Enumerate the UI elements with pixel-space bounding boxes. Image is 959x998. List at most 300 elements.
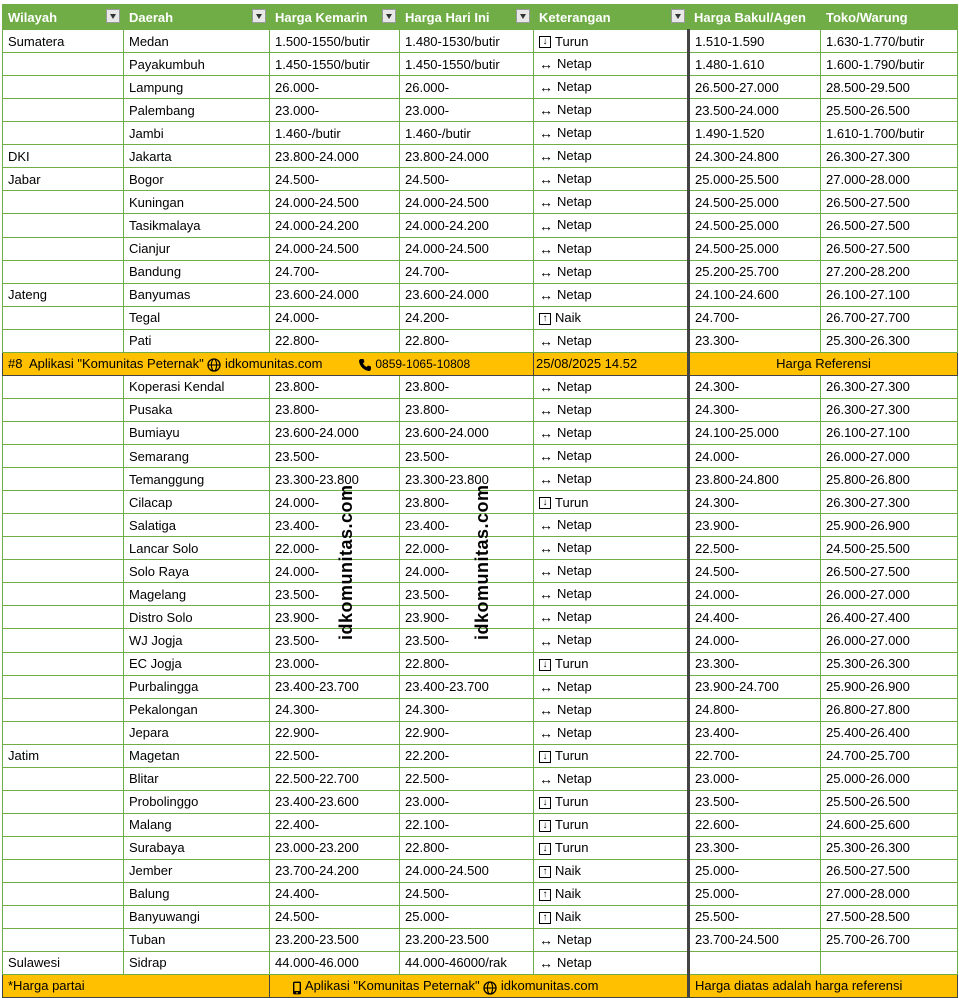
cell-keterangan <box>534 928 689 951</box>
cell-toko-warung: 25.300-26.300 <box>821 836 958 859</box>
cell-harga-kemarin: 1.450-1550/butir <box>270 53 400 76</box>
cell-wilayah <box>3 560 124 583</box>
cell-harga-hari-ini: 22.100- <box>400 813 534 836</box>
cell-toko-warung: 25.900-26.900 <box>821 675 958 698</box>
cell-toko-warung: 25.900-26.900 <box>821 514 958 537</box>
status-label: Netap <box>557 424 592 440</box>
left-right-arrow-icon: ↔ <box>539 102 553 119</box>
left-right-arrow-icon: ↔ <box>539 240 553 257</box>
banner-site[interactable]: idkomunitas.com <box>224 355 323 371</box>
cell-harga-bakul <box>689 951 821 974</box>
cell-wilayah <box>3 421 124 444</box>
cell-harga-hari-ini: 22.800- <box>400 652 534 675</box>
cell-daerah: Purbalingga <box>124 675 270 698</box>
cell-wilayah: Jabar <box>3 168 124 191</box>
status-label: Netap <box>557 102 592 118</box>
cell-harga-hari-ini: 23.800- <box>400 491 534 514</box>
status-label: Turun <box>555 33 589 49</box>
left-right-arrow-icon: ↔ <box>539 701 553 718</box>
status-label: Netap <box>557 471 592 487</box>
cell-wilayah <box>3 721 124 744</box>
filter-dropdown-icon[interactable] <box>516 9 530 23</box>
banner-app-name: Aplikasi "Komunitas Peternak" <box>28 355 204 371</box>
cell-toko-warung: 26.400-27.400 <box>821 606 958 629</box>
cell-wilayah <box>3 53 124 76</box>
cell-daerah: Sidrap <box>124 951 270 974</box>
cell-harga-hari-ini: 24.500- <box>400 168 534 191</box>
cell-daerah: Magelang <box>124 583 270 606</box>
cell-wilayah <box>3 813 124 836</box>
status-label: Naik <box>555 886 582 902</box>
arrow-down-icon: ↓ <box>539 843 551 855</box>
table-row <box>3 283 958 306</box>
cell-harga-bakul: 22.700- <box>689 744 821 767</box>
cell-harga-bakul: 24.100-24.600 <box>689 283 821 306</box>
status-label: Netap <box>557 332 592 348</box>
cell-daerah: Pati <box>124 329 270 352</box>
cell-harga-bakul: 25.000-25.500 <box>689 168 821 191</box>
left-right-arrow-icon: ↔ <box>539 148 553 165</box>
cell-harga-kemarin: 22.000- <box>270 537 400 560</box>
status-label: Netap <box>557 240 592 256</box>
cell-keterangan <box>534 652 689 675</box>
cell-toko-warung: 26.300-27.300 <box>821 491 958 514</box>
cell-harga-hari-ini: 1.450-1550/butir <box>400 53 534 76</box>
left-right-arrow-icon: ↔ <box>539 586 553 603</box>
cell-harga-kemarin: 44.000-46.000 <box>270 951 400 974</box>
status-label: Netap <box>557 378 592 394</box>
cell-harga-bakul: 24.800- <box>689 698 821 721</box>
left-right-arrow-icon: ↔ <box>539 471 553 488</box>
cell-toko-warung: 25.400-26.400 <box>821 721 958 744</box>
cell-wilayah <box>3 76 124 99</box>
table-row <box>3 421 958 444</box>
cell-harga-bakul: 24.000- <box>689 629 821 652</box>
cell-daerah: Koperasi Kendal <box>124 375 270 398</box>
col-header-toko-warung: Toko/Warung <box>821 5 958 30</box>
cell-wilayah <box>3 329 124 352</box>
cell-daerah: Banyumas <box>124 283 270 306</box>
cell-harga-kemarin: 23.500- <box>270 629 400 652</box>
info-banner-row <box>3 352 958 375</box>
arrow-down-icon: ↓ <box>539 497 551 509</box>
cell-keterangan <box>534 675 689 698</box>
cell-harga-kemarin: 23.900- <box>270 606 400 629</box>
cell-daerah: EC Jogja <box>124 652 270 675</box>
cell-keterangan <box>534 214 689 237</box>
table-row <box>3 652 958 675</box>
status-label: Netap <box>557 401 592 417</box>
cell-harga-kemarin: 23.300-23.800 <box>270 468 400 491</box>
arrow-down-icon: ↓ <box>539 751 551 763</box>
cell-harga-bakul: 23.900- <box>689 514 821 537</box>
cell-daerah: Bogor <box>124 168 270 191</box>
cell-wilayah <box>3 790 124 813</box>
cell-harga-kemarin: 24.000- <box>270 491 400 514</box>
cell-keterangan <box>534 537 689 560</box>
cell-keterangan <box>534 744 689 767</box>
cell-wilayah: Sulawesi <box>3 951 124 974</box>
cell-harga-bakul: 24.100-25.000 <box>689 421 821 444</box>
cell-wilayah <box>3 514 124 537</box>
cell-toko-warung: 25.700-26.700 <box>821 928 958 951</box>
table-row <box>3 698 958 721</box>
cell-wilayah: Jateng <box>3 283 124 306</box>
cell-keterangan <box>534 882 689 905</box>
arrow-up-icon: ↑ <box>539 313 551 325</box>
left-right-arrow-icon: ↔ <box>539 79 553 96</box>
cell-daerah: Solo Raya <box>124 560 270 583</box>
table-row <box>3 951 958 974</box>
col-header-wilayah: Wilayah <box>3 5 124 30</box>
cell-toko-warung: 27.200-28.200 <box>821 260 958 283</box>
status-label: Netap <box>557 931 592 947</box>
cell-daerah: Palembang <box>124 99 270 122</box>
cell-harga-kemarin: 23.800-24.000 <box>270 145 400 168</box>
cell-harga-kemarin: 22.900- <box>270 721 400 744</box>
banner-app-cell <box>3 352 534 375</box>
status-label: Naik <box>555 310 582 326</box>
cell-toko-warung: 26.300-27.300 <box>821 375 958 398</box>
status-label: Netap <box>557 194 592 210</box>
cell-toko-warung: 28.500-29.500 <box>821 76 958 99</box>
left-right-arrow-icon: ↔ <box>539 378 553 395</box>
watermark-text: idkomunitas.com <box>472 484 492 640</box>
cell-harga-hari-ini: 22.200- <box>400 744 534 767</box>
cell-wilayah <box>3 606 124 629</box>
status-label: Naik <box>555 909 582 925</box>
cell-daerah: Cilacap <box>124 491 270 514</box>
cell-harga-kemarin: 1.460-/butir <box>270 122 400 145</box>
cell-harga-hari-ini: 23.800- <box>400 398 534 421</box>
left-right-arrow-icon: ↔ <box>539 425 553 441</box>
table-row <box>3 836 958 859</box>
cell-harga-hari-ini: 24.700- <box>400 260 534 283</box>
footer-note: *Harga partai <box>3 974 270 997</box>
cell-harga-kemarin: 24.400- <box>270 882 400 905</box>
cell-harga-kemarin: 23.000- <box>270 99 400 122</box>
cell-harga-bakul: 23.400- <box>689 721 821 744</box>
col-header-harga-kemarin: Harga Kemarin <box>270 5 400 30</box>
cell-harga-kemarin: 23.400-23.600 <box>270 790 400 813</box>
cell-daerah: Probolinggo <box>124 790 270 813</box>
table-row <box>3 767 958 790</box>
cell-daerah: Lancar Solo <box>124 537 270 560</box>
cell-toko-warung: 26.500-27.500 <box>821 560 958 583</box>
cell-harga-hari-ini: 23.500- <box>400 629 534 652</box>
cell-wilayah: Sumatera <box>3 30 124 53</box>
cell-toko-warung: 26.300-27.300 <box>821 398 958 421</box>
col-header-harga-bakul: Harga Bakul/Agen <box>689 5 821 30</box>
cell-harga-hari-ini: 23.500- <box>400 583 534 606</box>
cell-harga-hari-ini: 23.400-23.700 <box>400 675 534 698</box>
cell-harga-hari-ini: 23.900- <box>400 606 534 629</box>
filter-dropdown-icon[interactable] <box>382 9 396 23</box>
cell-daerah: Kuningan <box>124 191 270 214</box>
cell-harga-kemarin: 23.400- <box>270 514 400 537</box>
table-row <box>3 145 958 168</box>
cell-keterangan <box>534 375 689 398</box>
cell-wilayah <box>3 445 124 468</box>
cell-daerah: Balung <box>124 882 270 905</box>
cell-daerah: Temanggung <box>124 468 270 491</box>
cell-harga-bakul: 26.500-27.000 <box>689 76 821 99</box>
cell-harga-bakul: 24.400- <box>689 606 821 629</box>
cell-harga-hari-ini: 24.000-24.200 <box>400 214 534 237</box>
cell-wilayah <box>3 122 124 145</box>
cell-harga-bakul: 23.300- <box>689 329 821 352</box>
cell-wilayah <box>3 237 124 260</box>
cell-harga-bakul: 1.510-1.590 <box>689 30 821 53</box>
table-row <box>3 122 958 145</box>
cell-harga-kemarin: 23.000- <box>270 652 400 675</box>
table-row <box>3 306 958 329</box>
cell-daerah: Payakumbuh <box>124 53 270 76</box>
cell-toko-warung: 26.100-27.100 <box>821 421 958 444</box>
cell-daerah: Malang <box>124 813 270 836</box>
table-row <box>3 744 958 767</box>
left-right-arrow-icon: ↔ <box>539 931 553 948</box>
cell-harga-bakul: 24.000- <box>689 583 821 606</box>
cell-harga-kemarin: 23.600-24.000 <box>270 283 400 306</box>
cell-daerah: Blitar <box>124 767 270 790</box>
cell-harga-kemarin: 24.300- <box>270 698 400 721</box>
cell-daerah: Pekalongan <box>124 698 270 721</box>
cell-harga-kemarin: 24.500- <box>270 905 400 928</box>
cell-harga-hari-ini: 24.000-24.500 <box>400 859 534 882</box>
cell-daerah: Distro Solo <box>124 606 270 629</box>
filter-dropdown-icon[interactable] <box>106 9 120 23</box>
cell-toko-warung: 26.300-27.300 <box>821 145 958 168</box>
table-row <box>3 813 958 836</box>
cell-toko-warung: 24.600-25.600 <box>821 813 958 836</box>
left-right-arrow-icon: ↔ <box>539 217 553 234</box>
table-row <box>3 329 958 352</box>
banner-phone[interactable]: 0859-1065-10808 <box>375 356 471 371</box>
cell-harga-kemarin: 24.000- <box>270 560 400 583</box>
filter-dropdown-icon[interactable] <box>671 9 685 23</box>
cell-wilayah <box>3 675 124 698</box>
cell-harga-bakul: 1.490-1.520 <box>689 122 821 145</box>
cell-wilayah <box>3 583 124 606</box>
cell-harga-hari-ini: 24.000-24.500 <box>400 191 534 214</box>
cell-toko-warung: 26.500-27.500 <box>821 191 958 214</box>
cell-keterangan <box>534 514 689 537</box>
cell-keterangan <box>534 76 689 99</box>
cell-keterangan <box>534 421 689 444</box>
left-right-arrow-icon: ↔ <box>539 448 553 465</box>
cell-harga-hari-ini: 1.480-1530/butir <box>400 30 534 53</box>
cell-daerah: Bumiayu <box>124 421 270 444</box>
cell-wilayah <box>3 214 124 237</box>
cell-keterangan <box>534 53 689 76</box>
arrow-down-icon: ↓ <box>539 797 551 809</box>
cell-harga-bakul: 23.800-24.800 <box>689 468 821 491</box>
cell-keterangan <box>534 30 689 53</box>
status-label: Netap <box>557 286 592 302</box>
cell-toko-warung: 25.800-26.800 <box>821 468 958 491</box>
cell-harga-bakul: 24.500- <box>689 560 821 583</box>
cell-toko-warung: 26.000-27.000 <box>821 583 958 606</box>
cell-harga-bakul: 23.900-24.700 <box>689 675 821 698</box>
cell-harga-kemarin: 22.500-22.700 <box>270 767 400 790</box>
footer-ref-note: Harga diatas adalah harga referensi <box>689 974 958 997</box>
cell-harga-kemarin: 24.500- <box>270 168 400 191</box>
table-row <box>3 882 958 905</box>
cell-keterangan <box>534 767 689 790</box>
status-label: Netap <box>557 954 592 970</box>
cell-keterangan <box>534 905 689 928</box>
cell-harga-bakul: 24.500-25.000 <box>689 237 821 260</box>
filter-dropdown-icon[interactable] <box>252 9 266 23</box>
cell-toko-warung <box>821 951 958 974</box>
left-right-arrow-icon: ↔ <box>539 401 553 418</box>
col-header-harga-hari-ini: Harga Hari Ini <box>400 5 534 30</box>
cell-harga-hari-ini: 24.200- <box>400 306 534 329</box>
cell-toko-warung: 26.700-27.700 <box>821 306 958 329</box>
cell-keterangan <box>534 491 689 514</box>
mobile-phone-icon <box>292 976 302 997</box>
arrow-up-icon: ↑ <box>539 866 551 878</box>
status-label: Turun <box>555 817 589 833</box>
left-right-arrow-icon: ↔ <box>539 263 553 280</box>
cell-daerah: Pusaka <box>124 398 270 421</box>
cell-keterangan <box>534 721 689 744</box>
table-row <box>3 30 958 53</box>
cell-harga-kemarin: 24.700- <box>270 260 400 283</box>
table-row <box>3 721 958 744</box>
cell-toko-warung: 25.500-26.500 <box>821 99 958 122</box>
cell-harga-kemarin: 23.800- <box>270 375 400 398</box>
table-row <box>3 398 958 421</box>
cell-harga-bakul: 23.700-24.500 <box>689 928 821 951</box>
arrow-down-icon: ↓ <box>539 36 551 48</box>
cell-toko-warung: 24.500-25.500 <box>821 537 958 560</box>
cell-harga-hari-ini: 23.300-23.800 <box>400 468 534 491</box>
col-header-keterangan: Keterangan <box>534 5 689 30</box>
globe-icon <box>207 354 221 375</box>
left-right-arrow-icon: ↔ <box>539 125 553 142</box>
cell-toko-warung: 27.500-28.500 <box>821 905 958 928</box>
cell-harga-hari-ini: 24.000-24.500 <box>400 237 534 260</box>
cell-wilayah <box>3 905 124 928</box>
cell-daerah: Lampung <box>124 76 270 99</box>
cell-wilayah <box>3 491 124 514</box>
arrow-up-icon: ↑ <box>539 912 551 924</box>
cell-harga-hari-ini: 24.500- <box>400 882 534 905</box>
cell-toko-warung: 26.800-27.800 <box>821 698 958 721</box>
cell-wilayah <box>3 859 124 882</box>
table-row <box>3 76 958 99</box>
cell-harga-kemarin: 1.500-1550/butir <box>270 30 400 53</box>
cell-harga-bakul: 25.000- <box>689 859 821 882</box>
cell-wilayah <box>3 767 124 790</box>
cell-keterangan <box>534 560 689 583</box>
header-row <box>3 5 958 30</box>
cell-harga-hari-ini: 24.000- <box>400 560 534 583</box>
cell-wilayah <box>3 468 124 491</box>
table-row <box>3 214 958 237</box>
banner-date-cell: 25/08/2025 14.52 <box>534 352 689 375</box>
cell-toko-warung: 26.500-27.500 <box>821 859 958 882</box>
cell-wilayah: Jatim <box>3 744 124 767</box>
cell-harga-bakul: 23.500-24.000 <box>689 99 821 122</box>
table-row <box>3 53 958 76</box>
table-row <box>3 99 958 122</box>
cell-toko-warung: 25.500-26.500 <box>821 790 958 813</box>
table-row <box>3 260 958 283</box>
cell-harga-bakul: 25.200-25.700 <box>689 260 821 283</box>
cell-toko-warung: 26.500-27.500 <box>821 214 958 237</box>
cell-keterangan <box>534 145 689 168</box>
cell-harga-hari-ini: 23.500- <box>400 445 534 468</box>
left-right-arrow-icon: ↔ <box>539 286 553 303</box>
left-right-arrow-icon: ↔ <box>539 540 553 557</box>
cell-wilayah <box>3 99 124 122</box>
cell-harga-hari-ini: 23.400- <box>400 514 534 537</box>
cell-harga-hari-ini: 22.900- <box>400 721 534 744</box>
cell-keterangan <box>534 859 689 882</box>
cell-harga-hari-ini: 23.000- <box>400 99 534 122</box>
cell-harga-bakul: 25.000- <box>689 882 821 905</box>
cell-toko-warung: 1.600-1.790/butir <box>821 53 958 76</box>
cell-keterangan <box>534 951 689 974</box>
cell-daerah: Semarang <box>124 445 270 468</box>
footer-site[interactable]: idkomunitas.com <box>500 977 599 993</box>
cell-wilayah <box>3 306 124 329</box>
cell-keterangan <box>534 698 689 721</box>
col-header-daerah: Daerah <box>124 5 270 30</box>
table-row <box>3 375 958 398</box>
cell-daerah: Tuban <box>124 928 270 951</box>
cell-daerah: Bandung <box>124 260 270 283</box>
cell-keterangan <box>534 306 689 329</box>
cell-wilayah <box>3 260 124 283</box>
cell-harga-kemarin: 24.000-24.200 <box>270 214 400 237</box>
status-label: Netap <box>557 79 592 95</box>
status-label: Netap <box>557 217 592 233</box>
status-label: Netap <box>557 56 592 71</box>
cell-daerah: WJ Jogja <box>124 629 270 652</box>
status-label: Netap <box>557 563 592 579</box>
cell-keterangan <box>534 191 689 214</box>
left-right-arrow-icon: ↔ <box>539 678 553 695</box>
cell-harga-bakul: 24.500-25.000 <box>689 191 821 214</box>
cell-keterangan <box>534 790 689 813</box>
status-label: Netap <box>557 125 592 141</box>
cell-harga-bakul: 22.600- <box>689 813 821 836</box>
cell-daerah: Medan <box>124 30 270 53</box>
cell-harga-hari-ini: 22.800- <box>400 836 534 859</box>
arrow-down-icon: ↓ <box>539 659 551 671</box>
status-label: Netap <box>557 632 592 648</box>
cell-keterangan <box>534 283 689 306</box>
cell-toko-warung: 24.700-25.700 <box>821 744 958 767</box>
cell-harga-kemarin: 23.200-23.500 <box>270 928 400 951</box>
cell-toko-warung: 26.000-27.000 <box>821 629 958 652</box>
cell-daerah: Jakarta <box>124 145 270 168</box>
cell-harga-hari-ini: 24.300- <box>400 698 534 721</box>
cell-wilayah <box>3 537 124 560</box>
status-label: Turun <box>555 794 589 810</box>
cell-harga-kemarin: 23.500- <box>270 445 400 468</box>
cell-toko-warung: 26.100-27.100 <box>821 283 958 306</box>
cell-harga-kemarin: 24.000-24.500 <box>270 191 400 214</box>
status-label: Netap <box>557 148 592 164</box>
cell-harga-hari-ini: 44.000-46000/rak <box>400 951 534 974</box>
table-row <box>3 905 958 928</box>
cell-harga-bakul: 23.300- <box>689 836 821 859</box>
